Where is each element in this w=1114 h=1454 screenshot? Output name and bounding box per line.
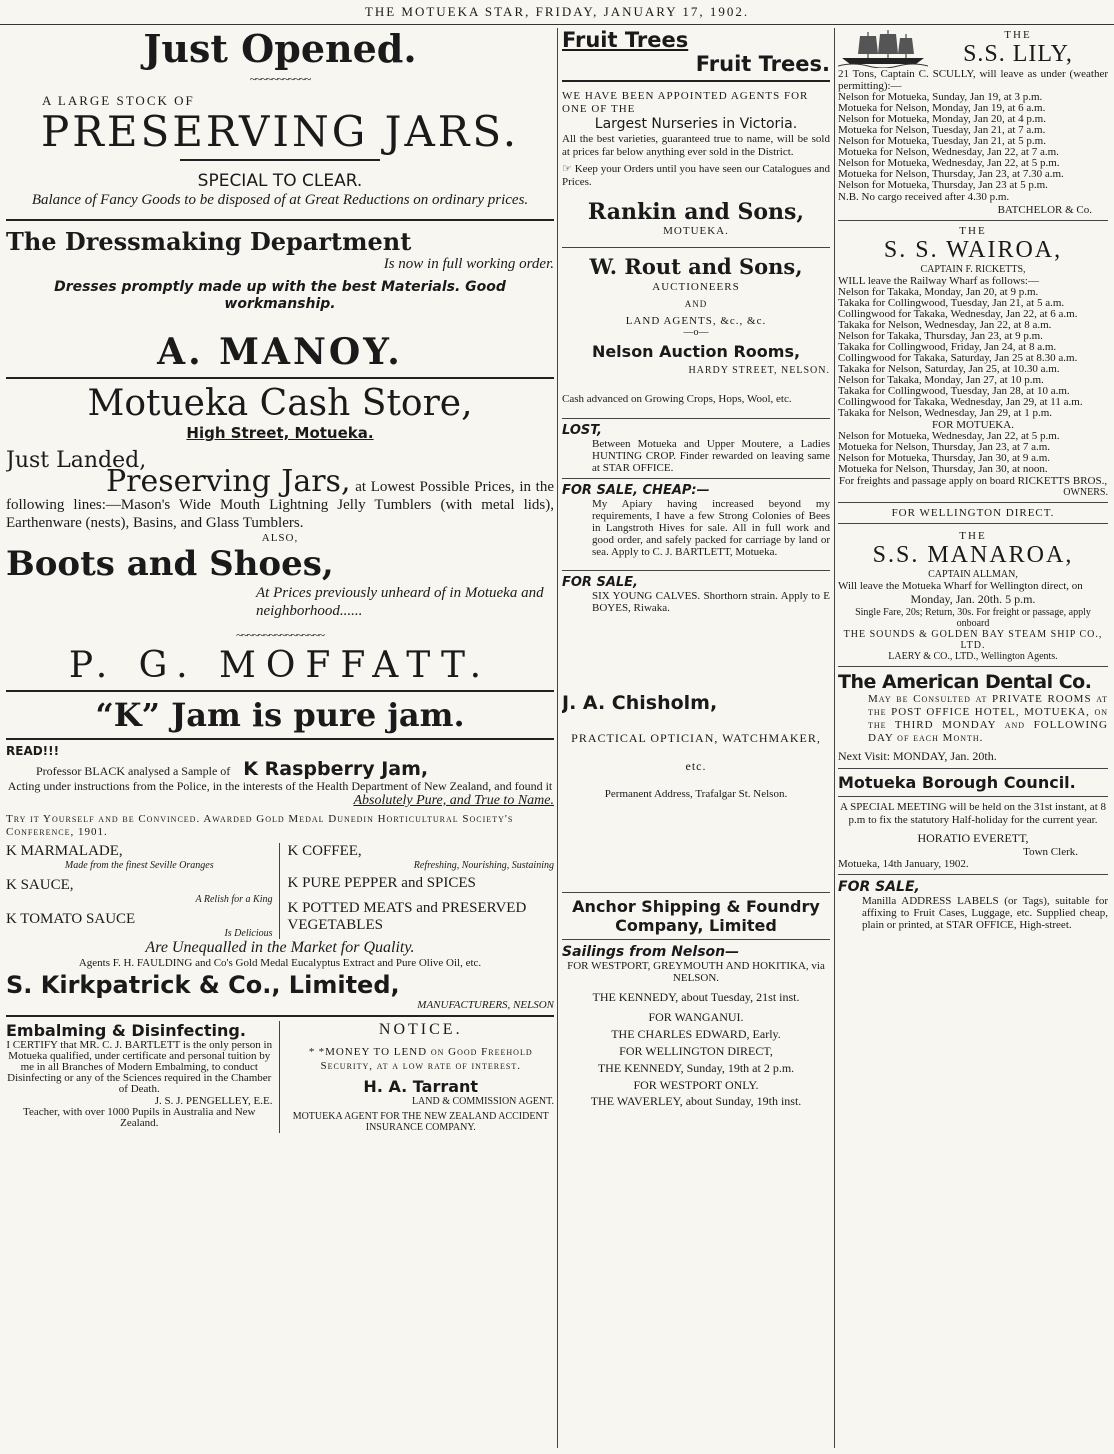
rule (838, 796, 1108, 797)
sounds-text: THE SOUNDS & GOLDEN BAY STEAM SHIP CO., LTD. (843, 629, 1103, 651)
lost-text: Between Motueka and Upper Moutere, a Ladies HUNTING CROP. Finder rewarded on leaving same at STAR OFFICE. (592, 438, 830, 474)
rule (6, 1015, 554, 1017)
rule (562, 570, 830, 571)
lily-the: THE (1004, 28, 1032, 41)
rule (6, 219, 554, 221)
nelson-auction-heading: Nelson Auction Rooms, (591, 342, 801, 361)
rankin-motueka: MOTUEKA. (663, 225, 729, 237)
for-sale-text: SIX YOUNG CALVES. Shorthorn strain. Apply to E BOYES, Riwaka. (592, 590, 830, 614)
for-motueka-heading: FOR MOTUEKA. (932, 419, 1014, 431)
rule (838, 220, 1108, 221)
land-agent-text: LAND & COMMISSION AGENT. (411, 1096, 554, 1107)
schedule-line: Nelson for Motueka, Wednesday, Jan 22, at 5 p.m. (838, 157, 1060, 169)
rout-heading: W. Rout and Sons, (589, 254, 803, 279)
freights-text: For freights and passage apply on board RICKETTS BROS., (838, 475, 1108, 487)
schedule-line: Nelson for Takaka, Monday, Jan 27, at 10 p.m. (838, 374, 1044, 386)
lily-schedule (838, 92, 1108, 191)
moffatt-heading: P. G. MOFFATT. (68, 645, 492, 686)
preserving-jars-sub: Preserving Jars, (106, 464, 351, 499)
rule (6, 690, 554, 692)
optician-text: PRACTICAL OPTICIAN, WATCHMAKER, etc. (571, 731, 821, 773)
rule (562, 478, 830, 479)
schedule-line: Nelson for Motueka, Thursday, Jan 30, at 9 a.m. (838, 452, 1051, 464)
wairoa-captain: CAPTAIN F. RICKETTS, (920, 264, 1026, 275)
wellington-direct-heading: FOR WELLINGTON DIRECT, (619, 1044, 773, 1058)
land-agents-text: LAND AGENTS, &c., &c. (625, 315, 767, 327)
product-note: Made from the finest Seville Oranges (64, 860, 214, 871)
professor-text: Professor BLACK analysed a Sample of (36, 764, 231, 778)
owners-text: OWNERS. (1063, 487, 1108, 498)
schedule-line: Nelson for Takaka, Thursday, Jan 23, at 9 p.m. (838, 330, 1043, 342)
manaroa-the: THE (959, 530, 987, 542)
largest-nurseries: Largest Nurseries in Victoria. (594, 116, 798, 132)
permanent-address: Permanent Address, Trafalgar St. Nelson. (604, 788, 788, 800)
pengelley-text: J. S. J. PENGELLEY, E.E. (154, 1095, 273, 1107)
middle-column (562, 28, 830, 1448)
unequalled-text: Are Unequalled in the Market for Quality. (145, 939, 415, 956)
cash-advanced-text: Cash advanced on Growing Crops, Hops, Wool, etc. (562, 393, 792, 405)
meeting-text: A SPECIAL MEETING will be held on the 31st instant, at 8 p.m to fix the statutory Half-holiday for the current year. (839, 801, 1106, 826)
sailings-heading: Sailings from Nelson— (562, 944, 740, 960)
schedule-line: Takaka for Nelson, Saturday, Jan 25, at 10.30 a.m. (838, 363, 1060, 375)
appointed-text: WE HAVE BEEN APPOINTED AGENTS FOR ONE OF THE (562, 90, 809, 115)
special-to-clear: SPECIAL TO CLEAR. (197, 171, 363, 191)
full-order-text: Is now in full working order. (383, 256, 554, 272)
batchelor-text: BATCHELOR & Co. (997, 204, 1092, 216)
everett-text: HORATIO EVERETT, (917, 831, 1029, 845)
forsale-labels-heading: FOR SALE, (838, 879, 920, 895)
schedule-line: Motueka for Nelson, Wednesday, Jan 22, at 7 a.m. (838, 146, 1059, 158)
rule (6, 738, 554, 740)
manufacturers-text: MANUFACTURERS, NELSON (417, 999, 554, 1011)
manaroa-heading: S.S. MANAROA, (872, 542, 1074, 568)
separator: —o— (683, 327, 709, 338)
just-opened-heading: Just Opened. (143, 28, 417, 71)
rule (180, 159, 380, 161)
town-clerk-text: Town Clerk. (1023, 846, 1078, 858)
absolutely-pure: Absolutely Pure, and True to Name. (353, 793, 554, 808)
westport-only-heading: FOR WESTPORT ONLY. (633, 1078, 759, 1092)
acting-text: Acting under instructions from the Police, in the interests of the Health Department of New Zealand, and found it (7, 779, 553, 793)
fruit-trees-heading-1: Fruit Trees (562, 28, 689, 52)
product-pepper: K PURE PEPPER and SPICES (287, 875, 476, 891)
for-sale-cheap-heading: FOR SALE, CHEAP:— (562, 483, 710, 498)
manaroa-captain: CAPTAIN ALLMAN, (928, 569, 1018, 580)
rule (562, 418, 830, 419)
high-street: High Street, Motueka. (186, 424, 374, 442)
rule (6, 377, 554, 379)
waverley-text: THE WAVERLEY, about Sunday, 19th inst. (590, 1094, 802, 1108)
rule (562, 892, 830, 893)
schedule-line: Takaka for Nelson, Wednesday, Jan 22, at 8 a.m. (838, 319, 1052, 331)
right-column (838, 28, 1108, 1448)
product-note: Is Delicious (224, 928, 273, 939)
manaroa-intro: Will leave the Motueka Wharf for Wellington direct, on (838, 580, 1083, 592)
products-grid (6, 843, 554, 939)
ornament: ~~~~~~~~~~~~~~~~ (236, 628, 324, 642)
next-visit-text: Next Visit: MONDAY, Jan. 20th. (838, 749, 997, 763)
borough-heading: Motueka Borough Council. (838, 773, 1076, 792)
also-text: ALSO, (261, 532, 299, 544)
ship-icon (838, 28, 928, 68)
rule (562, 939, 830, 940)
lily-intro: 21 Tons, Captain C. SCULLY, will leave as under (weather permitting):— (838, 68, 1108, 92)
preserving-jars-heading: PRESERVING JARS. (40, 107, 520, 156)
k-jam-heading: “K” Jam is pure jam. (95, 696, 465, 734)
schedule-line: Motueka for Nelson, Thursday, Jan 23, at 7.30 a.m. (838, 168, 1064, 180)
manoy-heading: A. MANOY. (157, 331, 403, 373)
large-stock-text: A LARGE STOCK OF (42, 93, 195, 108)
k-raspberry-jam: K Raspberry Jam, (243, 758, 429, 780)
schedule-line: Motueka for Nelson, Thursday, Jan 23, at 7 a.m. (838, 441, 1051, 453)
schedule-line: Nelson for Motueka, Sunday, Jan 19, at 3 p.m. (838, 91, 1043, 103)
schedule-line: Nelson for Motueka, Wednesday, Jan 22, at 5 p.m. (838, 430, 1060, 442)
schedule-line: Motueka for Nelson, Monday, Jan 19, at 6 a.m. (838, 102, 1046, 114)
forsale-labels-text: Manilla ADDRESS LABELS (or Tags), suitable for affixing to Fruit Cases, Luggage, etc. Supplied cheap, plain or printed, at STAR OFFICE, High-street. (862, 895, 1108, 931)
kirkpatrick-heading: S. Kirkpatrick & Co., Limited, (6, 971, 400, 999)
rule (838, 666, 1108, 667)
schedule-line: Collingwood for Takaka, Wednesday, Jan 29, at 11 a.m. (838, 396, 1083, 408)
wairoa-intro: WILL leave the Railway Wharf as follows:— (838, 275, 1039, 287)
just-landed: Just Landed, (6, 448, 147, 473)
schedule-line: Takaka for Collingwood, Friday, Jan 24, at 8 a.m. (838, 341, 1057, 353)
ornament: ~~~~~~~~~~~ (249, 72, 311, 86)
schedule-line: Collingwood for Takaka, Wednesday, Jan 22, at 6 a.m. (838, 308, 1078, 320)
wanganui-heading: FOR WANGANUI. (648, 1010, 744, 1024)
kennedy-text-2: THE KENNEDY, Sunday, 19th at 2 p.m. (597, 1061, 795, 1075)
dental-text: May be Consulted at PRIVATE ROOMS at the POST OFFICE HOTEL, MOTUEKA, on the THIRD MONDAY and FOLLOWING DAY of each Month. (868, 693, 1108, 744)
schedule-line: Collingwood for Takaka, Saturday, Jan 25 at 8.30 a.m. (838, 352, 1078, 364)
column-rule-right (834, 28, 835, 1448)
dated-text: Motueka, 14th January, 1902. (838, 858, 969, 870)
kennedy-text-1: THE KENNEDY, about Tuesday, 21st inst. (592, 990, 800, 1004)
product-note: Refreshing, Nourishing, Sustaining (413, 860, 554, 871)
product-potted-meats: K POTTED MEATS and PRESERVED VEGETABLES (287, 900, 527, 933)
read-text: READ!!! (6, 744, 60, 758)
wellington-direct-text: FOR WELLINGTON DIRECT. (891, 507, 1055, 519)
schedule-line: Takaka for Collingwood, Tuesday, Jan 21, at 5 a.m. (838, 297, 1065, 309)
masthead: THE MOTUEKA STAR, FRIDAY, JANUARY 17, 1902. (0, 0, 1114, 25)
lost-heading: LOST, (562, 423, 602, 438)
bottom-row (6, 1021, 554, 1133)
product-tomato-sauce: K TOMATO SAUCE (6, 911, 136, 927)
product-sauce: K SAUCE, (6, 877, 74, 893)
manaroa-date: Monday, Jan. 20th. 5 p.m. (910, 592, 1036, 606)
prices-unheard-text: At Prices previously unheard of in Motueka and neighborhood...... (256, 585, 544, 619)
column-rule-left (557, 28, 558, 1448)
varieties-text: All the best varieties, guaranteed true to name, will be sold at prices far below anything ever sold in the District. (562, 133, 830, 158)
wairoa-the: THE (959, 225, 987, 237)
westport-text: FOR WESTPORT, GREYMOUTH AND HOKITIKA, via NELSON. (567, 960, 825, 984)
try-it-text: Try it Yourself and be Convinced. Awarded Gold Medal Dunedin Horticultural Society's Conference, 1901. (6, 813, 514, 838)
schedule-line: Nelson for Motueka, Thursday, Jan 23 at 5 p.m. (838, 179, 1048, 191)
teacher-text: Teacher, with over 1000 Pupils in Australia and New Zealand. (23, 1106, 256, 1129)
and-text: AND (684, 299, 708, 309)
product-marmalade: K MARMALADE, (6, 843, 123, 859)
wairoa-heading: S. S. WAIROA, (883, 237, 1063, 263)
laery-text: LAERY & CO., LTD., Wellington Agents. (888, 651, 1058, 662)
anchor-heading: Anchor Shipping & Foundry Company, Limited (572, 897, 820, 935)
auctioneers-text: AUCTIONEERS (652, 281, 740, 293)
lily-heading: S.S. LILY, (963, 40, 1073, 67)
wairoa-schedule (838, 287, 1108, 419)
rule (838, 502, 1108, 503)
schedule-line: Takaka for Nelson, Wednesday, Jan 29, at 1 p.m. (838, 407, 1053, 419)
product-coffee: K COFFEE, (287, 843, 362, 859)
schedule-line: Motueka for Nelson, Thursday, Jan 30, at noon. (838, 463, 1048, 475)
for-sale-cheap-text: My Apiary having increased beyond my requirements, I have a few Strong Colonies of Bees in Langstroth Hives for sale. All in full work and good order, and safely packed for carriage by land or sea. Apply to C. J. BARTLETT, Motueka. (592, 498, 830, 558)
charles-edward-text: THE CHARLES EDWARD, Early. (611, 1027, 781, 1041)
rule (562, 80, 830, 82)
keep-orders-text: ☞ Keep your Orders until you have seen our Catalogues and Prices. (562, 163, 830, 188)
hardy-street-text: HARDY STREET, NELSON. (688, 365, 830, 376)
rule (838, 523, 1108, 524)
schedule-line: Nelson for Motueka, Tuesday, Jan 21, at 5 p.m. (838, 135, 1046, 147)
dresses-text: Dresses promptly made up with the best Materials. Good workmanship. (54, 279, 506, 312)
fruit-trees-heading-2: Fruit Trees. (695, 52, 830, 76)
preserving-jars-text: at Lowest Possible Prices, in the following lines:—Mason's Wide Mouth Lightning Jelly Tumblers (with metal lids), Earthenware (nests), Basins, and Glass Tumblers. (6, 479, 554, 531)
rule (838, 768, 1108, 769)
notice-heading: NOTICE. (378, 1021, 463, 1038)
dental-heading: The American Dental Co. (838, 671, 1092, 693)
tarrant-name: H. A. Tarrant (363, 1077, 479, 1096)
cash-store-heading: Motueka Cash Store, (87, 383, 473, 424)
schedule-line: Nelson for Takaka, Monday, Jan 20, at 9 p.m. (838, 286, 1039, 298)
embalming-heading: Embalming & Disinfecting. (6, 1021, 246, 1040)
fare-text: Single Fare, 20s; Return, 30s. For freight or passage, apply onboard (855, 607, 1091, 629)
rule (838, 874, 1108, 875)
motueka-agent-text: MOTUEKA AGENT FOR THE NEW ZEALAND ACCIDENT INSURANCE COMPANY. (292, 1111, 549, 1133)
money-text: * *MONEY TO LEND on Good Freehold Security, at a low rate of interest. (308, 1046, 533, 1072)
left-column (6, 28, 554, 1448)
rankin-heading: Rankin and Sons, (587, 199, 805, 225)
balance-text: Balance of Fancy Goods to be disposed of at Great Reductions on ordinary prices. (31, 192, 529, 208)
boots-shoes-heading: Boots and Shoes, (6, 544, 334, 584)
certify-text: I CERTIFY that MR. C. J. BARTLETT is the only person in Motueka qualified, under certificate and personal tuition by me in all Branches of Modern Embalming, to conduct Disinfecting or any of the Sciences required in the Chamber of Death. (6, 1039, 273, 1095)
schedule-line: Nelson for Motueka, Monday, Jan 20, at 4 p.m. (838, 113, 1046, 125)
dressmaking-heading: The Dressmaking Department (6, 227, 412, 256)
agents-text: Agents F. H. FAULDING and Co's Gold Medal Eucalyptus Extract and Pure Olive Oil, etc. (78, 957, 482, 969)
no-cargo-text: N.B. No cargo received after 4.30 p.m. (838, 191, 1010, 203)
schedule-line: Motueka for Nelson, Tuesday, Jan 21, at 7 a.m. (838, 124, 1046, 136)
for-sale-heading: FOR SALE, (562, 575, 638, 590)
product-note: A Relish for a King (195, 894, 273, 905)
chisholm-heading: J. A. Chisholm, (562, 692, 718, 714)
motueka-schedule (838, 431, 1108, 475)
schedule-line: Takaka for Collingwood, Tuesday, Jan 28, at 10 a.m. (838, 385, 1070, 397)
rule (562, 247, 830, 248)
